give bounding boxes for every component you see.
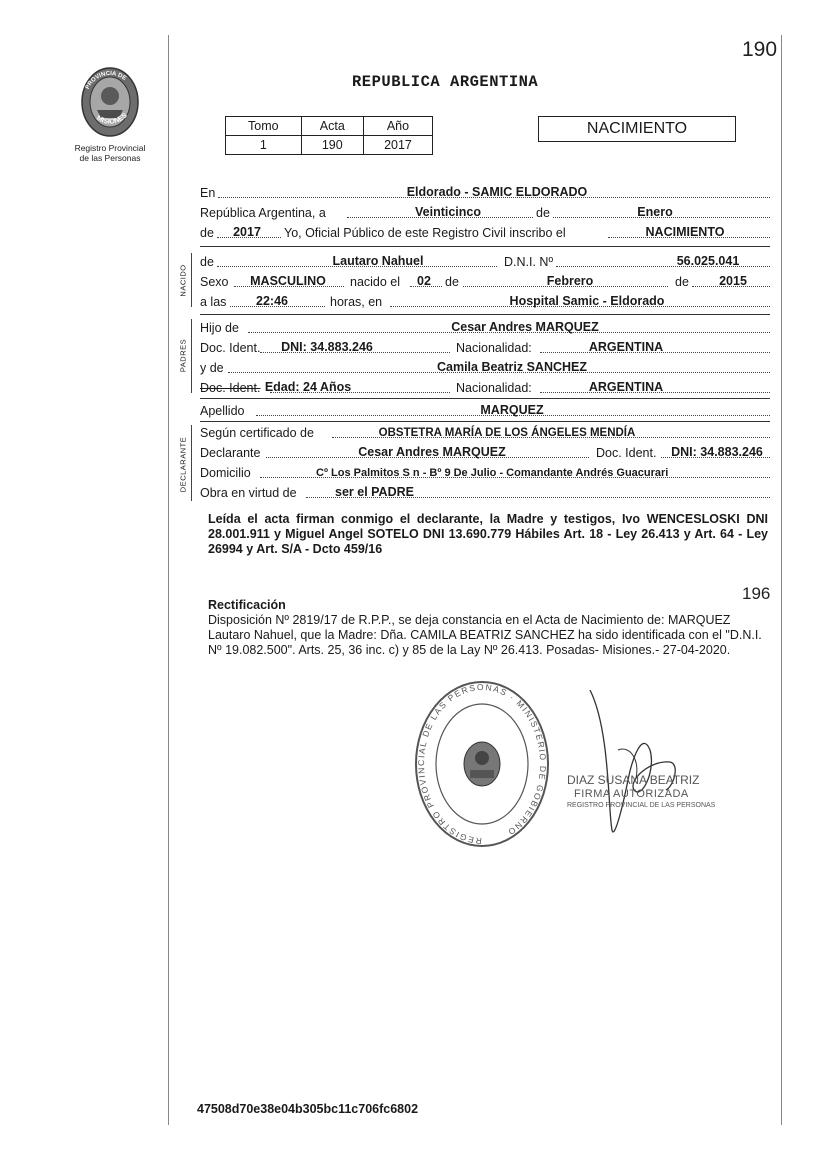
nacido-bar [191, 253, 192, 307]
de-label-3: de [200, 255, 214, 269]
dom-label: Domicilio [200, 466, 251, 480]
acta-header: Acta [301, 117, 363, 136]
declarant-name: Cesar Andres MARQUEZ [358, 445, 506, 459]
address-value: Cº Los Palmitos S n - Bº 9 De Julio - Comandante Andrés Guacurari [316, 467, 669, 479]
row-time [200, 294, 770, 310]
tomo-header: Tomo [226, 117, 302, 136]
cert-label: Según certificado de [200, 426, 314, 440]
stamp-ring-text: REGISTRO PROVINCIAL DE LAS PERSONAS · MINISTERIO DE GOBIERNO [415, 681, 549, 847]
nacido-side-label: NACIDO [178, 264, 188, 297]
closing-statement: Leída el acta firman conmigo el declarante, la Madre y testigos, Ivo WENCESLOSKI DNI 28.001.911 y Miguel Angel SOTELO DNI 13.690.779 Hábiles Art. 18 - Ley 26.413 y Art. 64 - Ley 26994 y Art. S/A - Dcto 459/16 [208, 512, 768, 556]
padres-bar [191, 319, 192, 393]
row-name [200, 254, 770, 270]
doc-label-1: Doc. Ident. [200, 341, 261, 355]
de-label-5: de [675, 275, 689, 289]
row-address [200, 465, 770, 481]
register-value-row [226, 136, 433, 155]
logo-caption-line2: de las Personas [79, 153, 141, 163]
mother-nationality: ARGENTINA [588, 380, 664, 394]
hijo-label: Hijo de [200, 321, 239, 335]
row-officer [200, 225, 770, 241]
nac-label-2: Nacionalidad: [456, 381, 532, 395]
birth-year: 2015 [719, 274, 747, 288]
row-certificate [200, 425, 770, 441]
provincial-seal-icon [75, 60, 145, 140]
official-stamp-icon [412, 678, 552, 850]
document-hash: 47508d70e38e04b305bc11c706fc6802 [197, 1102, 419, 1116]
decl-doc-label: Doc. Ident. [596, 446, 657, 460]
decl-label: Declarante [200, 446, 261, 460]
signer-org: REGISTRO PROVINCIAL DE LAS PERSONAS [567, 802, 716, 809]
declarant-doc: DNI: 34.883.246 [671, 445, 763, 459]
act-year: 2017 [233, 225, 261, 239]
row-date [200, 205, 770, 221]
sexo-label: Sexo [200, 275, 229, 289]
child-sex: MASCULINO [250, 274, 326, 288]
official-stamp [412, 678, 552, 850]
mother-name: Camila Beatriz SANCHEZ [436, 360, 588, 374]
register-header-row [226, 117, 433, 136]
divider-1 [200, 246, 770, 247]
row-sex [200, 274, 770, 290]
rectification-title: Rectificación [208, 598, 286, 612]
register-table [225, 116, 433, 155]
acta-value: 190 [301, 136, 363, 155]
seal-top-text: PROVINCIA DE [84, 70, 128, 91]
child-dni: 56.025.041 [676, 254, 740, 268]
de-label-2: de [200, 226, 214, 240]
de-label-4: de [445, 275, 459, 289]
declarante-bar [191, 425, 192, 501]
row-father-doc [200, 340, 770, 356]
left-margin-line [168, 35, 169, 1125]
row-mother-doc [200, 380, 770, 396]
ano-header: Año [363, 117, 432, 136]
act-place: Eldorado - SAMIC ELDORADO [406, 185, 588, 199]
right-margin-line [781, 35, 782, 1125]
nac-label-1: Nacionalidad: [456, 341, 532, 355]
nacido-label: nacido el [350, 275, 401, 289]
signature [570, 690, 700, 840]
logo-caption [55, 143, 165, 163]
divider-2 [200, 314, 770, 315]
rep-label: República Argentina, a [200, 206, 326, 220]
obra-label: Obra en virtud de [200, 486, 297, 500]
father-doc: DNI: 34.883.246 [281, 340, 373, 354]
act-day: Veinticinco [415, 205, 481, 219]
secondary-page-number: 196 [742, 584, 771, 603]
apellido-label: Apellido [200, 404, 245, 418]
row-mother [200, 360, 770, 376]
obra-value: ser el PADRE [335, 485, 414, 499]
mother-doc: Edad: 24 Años [264, 380, 352, 394]
child-name: Lautaro Nahuel [332, 254, 424, 268]
father-nationality: ARGENTINA [588, 340, 664, 354]
birth-time: 22:46 [256, 294, 288, 308]
signer-name: DIAZ SUSANA BEATRIZ [567, 773, 700, 787]
divider-3 [200, 398, 770, 399]
certificate-value: OBSTETRA MARÍA DE LOS ÁNGELES MENDÍA [378, 427, 636, 439]
tomo-value: 1 [226, 136, 302, 155]
divider-4 [200, 421, 770, 422]
birth-day: 02 [417, 274, 431, 288]
padres-side-label: PADRES [178, 338, 188, 373]
logo-caption-line1: Registro Provincial [74, 143, 146, 153]
registry-logo [75, 60, 145, 140]
ano-value: 2017 [363, 136, 432, 155]
row-surname [200, 403, 770, 419]
horas-label: horas, en [330, 295, 383, 309]
page-title: REPUBLICA ARGENTINA [352, 73, 539, 91]
officer-text: Yo, Oficial Público de este Registro Civil inscribo el [284, 226, 566, 240]
father-name: Cesar Andres MARQUEZ [451, 320, 599, 334]
alas-label: a las [200, 295, 227, 309]
surname-value: MARQUEZ [480, 403, 544, 417]
act-type-box: NACIMIENTO [538, 116, 736, 142]
de-label-1: de [536, 206, 550, 220]
row-declarant [200, 445, 770, 461]
dni-label: D.N.I. Nº [504, 255, 554, 269]
row-place [200, 185, 770, 201]
declarante-side-label: DECLARANTE [178, 436, 188, 493]
act-month: Enero [637, 205, 673, 219]
row-obra [200, 485, 770, 501]
signer-role: FIRMA AUTORIZADA [574, 788, 689, 800]
yde-label: y de [200, 361, 224, 375]
row-father [200, 320, 770, 336]
page-number: 190 [742, 38, 778, 61]
birth-place: Hospital Samic - Eldorado [509, 294, 665, 308]
act-type: NACIMIENTO [645, 225, 725, 239]
seal-bottom-text: MISIONES [95, 112, 129, 126]
rectification-body: Disposición Nº 2819/17 de R.P.P., se deja constancia en el Acta de Nacimiento de: MARQUEZ Lautaro Nahuel, que la Madre: Dña. CAMILA BEATRIZ SANCHEZ ha sido identificada con el "D.N.I. Nº 19.082.500". Arts. 25, 36 inc. c) y 85 de la Lay Nº 26.413. Posadas- Misiones.- 27-04-2020. [208, 613, 762, 657]
birth-month: Febrero [546, 274, 594, 288]
en-label: En [200, 186, 216, 200]
doc-label-2: Doc. Ident. [200, 381, 261, 395]
signature-icon [570, 690, 700, 840]
